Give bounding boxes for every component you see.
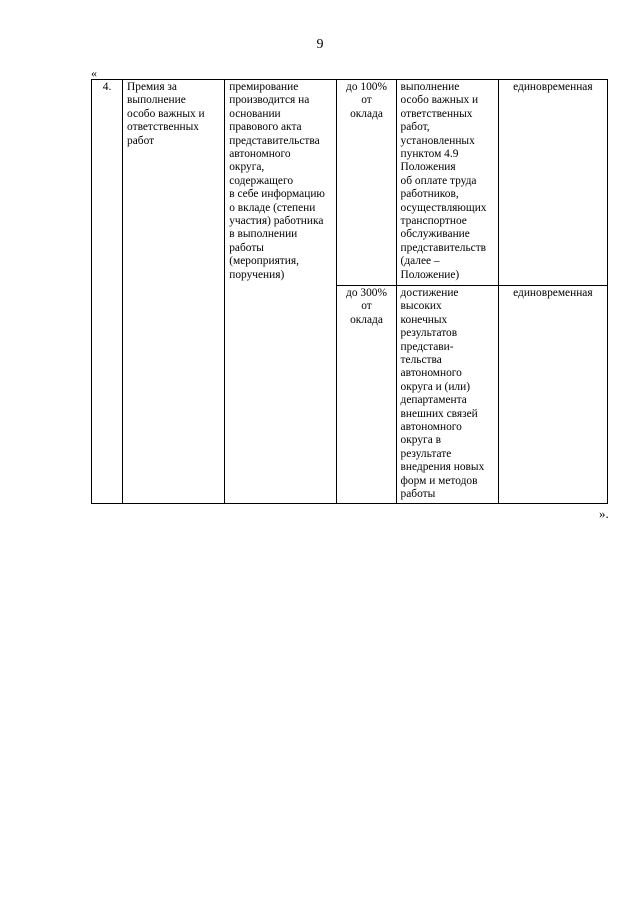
opening-quote-mark: « — [91, 66, 97, 80]
bonus-amount-cell: до 300% от оклада — [337, 286, 396, 504]
bonus-frequency-cell: единовременная — [498, 80, 607, 286]
bonus-procedure-cell: премирование производится на основании правового акта представительства автономного округа, содержащего в себе информацию о вкладе (степени участия) работника в выполнении работы (мероприятия, поручения) — [225, 80, 337, 504]
bonus-amount-cell: до 100% от оклада — [337, 80, 396, 286]
bonus-name-cell: Премия за выполнение особо важных и ответственных работ — [123, 80, 225, 504]
bonus-table — [91, 79, 608, 504]
row-number-cell: 4. — [92, 80, 123, 504]
bonus-condition-cell: достижение высоких конечных результатов представи- тельства автономного округа и (или) департамента внешних связей автономного округа в результате внедрения новых форм и методов работы — [396, 286, 498, 504]
bonus-condition-cell: выполнение особо важных и ответственных работ, установленных пунктом 4.9 Положения об оплате труда работников, осуществляющих транспортное обслуживание представительств (далее – Положение) — [396, 80, 498, 286]
closing-quote-mark: ». — [599, 506, 609, 521]
page-number: 9 — [316, 37, 324, 52]
table-row — [92, 80, 608, 286]
bonus-frequency-cell: единовременная — [498, 286, 607, 504]
